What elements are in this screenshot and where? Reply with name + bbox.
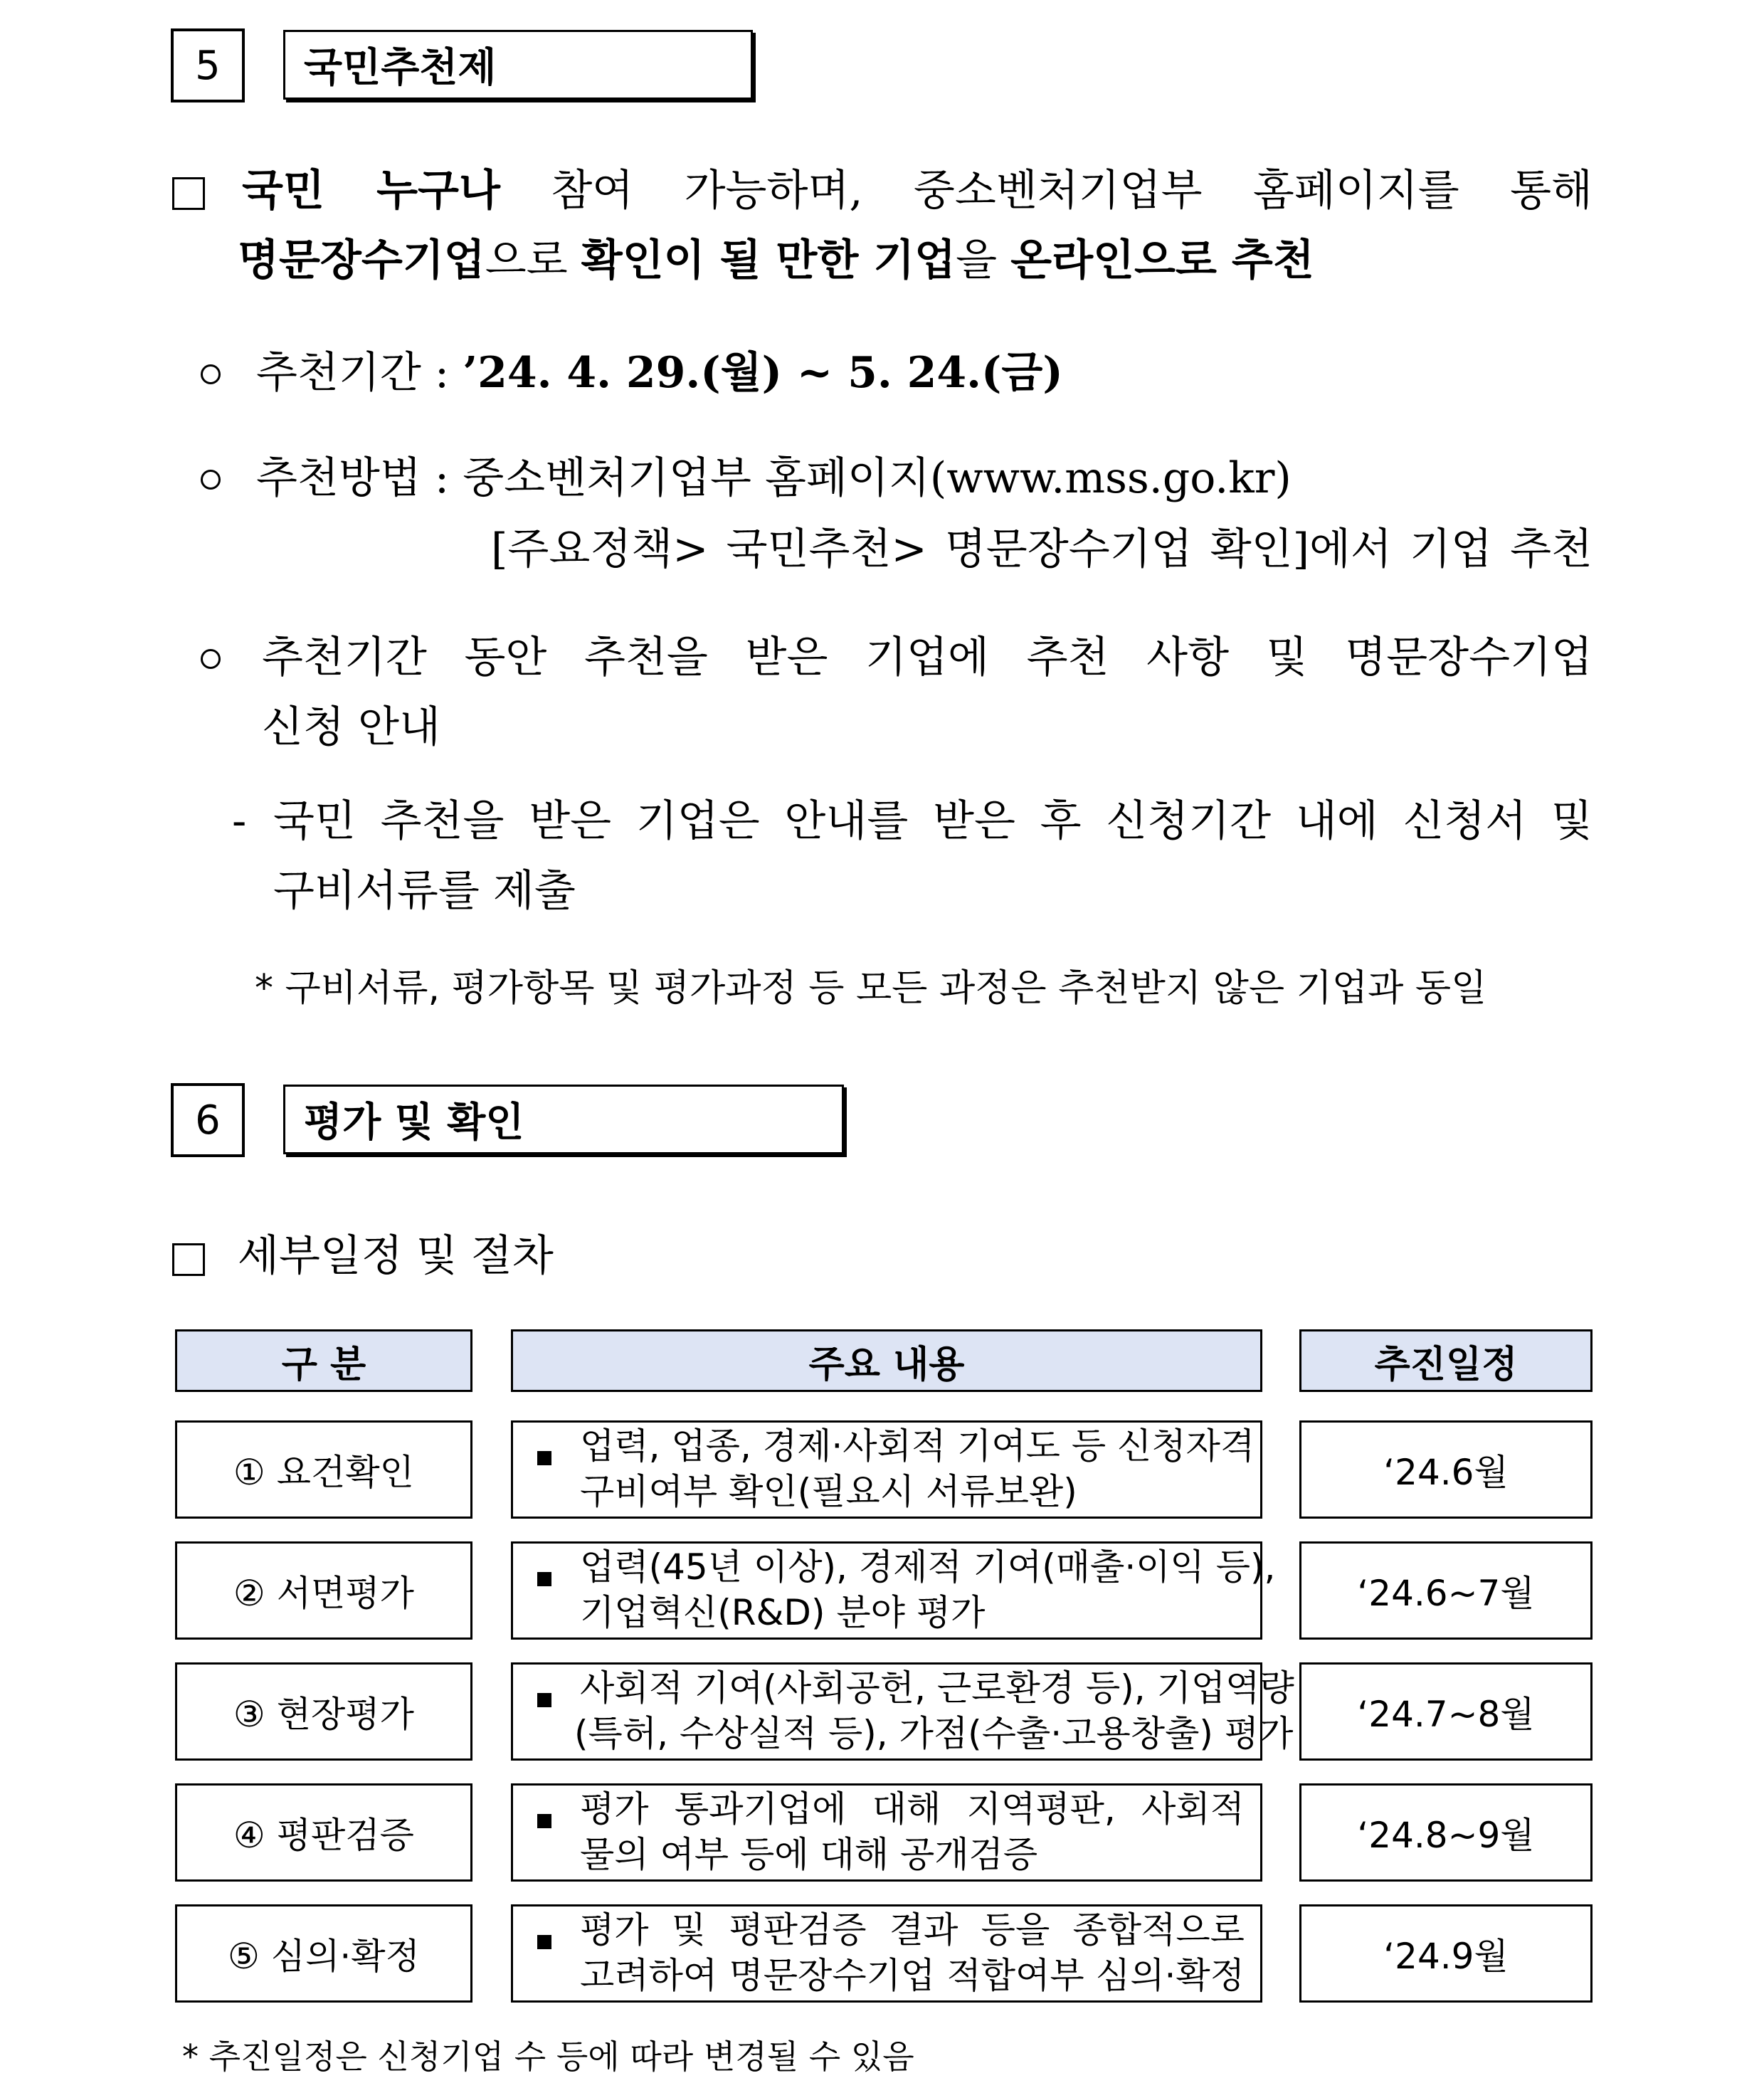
row-1-schedule: ‘24.6월 (1299, 1420, 1593, 1519)
notice-line-2: 신청 안내 (262, 702, 440, 752)
row-5-stage: ⑤ 심의·확정 (175, 1904, 472, 2003)
intro-bold-company: 명문장수기업 (238, 236, 485, 285)
dash-marker: - (232, 796, 247, 846)
checkbox-square-icon (172, 177, 205, 210)
circle-bullet-icon (201, 470, 221, 490)
row-1-content (511, 1420, 1262, 1519)
notice-line-1: 추천기간 동안 추천을 받은 기업에 추천 사항 및 명문장수기업 (262, 633, 1593, 682)
method-line-1: 추천방법 : 중소벤처기업부 홈페이지(www.mss.go.kr) (256, 453, 1292, 503)
row-4-content (511, 1783, 1262, 1882)
row-3-content (511, 1662, 1294, 1761)
intro-rest: 참여 가능하며, 중소벤처기업부 홈페이지를 통해 (551, 166, 1593, 216)
row-1-line-1: 업력, 업종, 경제·사회적 기여도 등 신청자격 (580, 1425, 1255, 1467)
intro-normal-b: 을 (956, 236, 998, 285)
section-5-title: 국민추천제 (283, 30, 753, 100)
dash-line-1: 국민 추천을 받은 기업은 안내를 받은 후 신청기간 내에 신청서 및 (273, 796, 1593, 846)
row-4-line-2: 물의 여부 등에 대해 공개검증 (580, 1834, 1038, 1875)
section-5-number: 5 (171, 28, 245, 102)
intro-normal-a: 으로 (485, 236, 568, 285)
row-2-line-2: 기업혁신(R&D) 분야 평가 (580, 1592, 986, 1633)
section-6-number: 6 (171, 1083, 245, 1157)
row-2-stage: ② 서면평가 (175, 1541, 472, 1640)
row-1-stage: ① 요건확인 (175, 1420, 472, 1519)
row-4-line-1: 평가 통과기업에 대해 지역평판, 사회적 (580, 1788, 1245, 1830)
intro-line-1 (242, 166, 1593, 216)
section-6-title: 평가 및 확인 (283, 1085, 844, 1154)
square-bullet-icon (537, 1693, 551, 1707)
row-3-line-2: (특허, 수상실적 등), 가점(수출·고용창출) 평가 (574, 1713, 1294, 1754)
section-5-footnote: * 구비서류, 평가항목 및 평가과정 등 모든 과정은 추천받지 않은 기업과 동일 (255, 967, 1487, 1010)
intro-bold-a: 국민 누구나 (242, 166, 500, 216)
square-bullet-icon (537, 1814, 551, 1828)
row-5-schedule: ‘24.9월 (1299, 1904, 1593, 2003)
circle-bullet-icon (201, 649, 221, 669)
schedule-subheading: 세부일정 및 절차 (238, 1231, 554, 1281)
section-6-footnote: * 추진일정은 신청기업 수 등에 따라 변경될 수 있음 (182, 2037, 914, 2076)
square-bullet-icon (537, 1572, 551, 1586)
square-bullet-icon (537, 1451, 551, 1465)
row-1-line-2: 구비여부 확인(필요시 서류보완) (580, 1471, 1077, 1512)
row-3-stage: ③ 현장평가 (175, 1662, 472, 1761)
row-2-content (511, 1541, 1276, 1640)
period-label: 추천기간 : (256, 348, 450, 398)
row-5-content (511, 1904, 1262, 2003)
row-2-line-1: 업력(45년 이상), 경제적 기여(매출·이익 등), (580, 1546, 1276, 1588)
intro-bold-c: 온라인으로 추천 (1010, 236, 1314, 285)
intro-line-2 (238, 236, 1314, 285)
row-4-stage: ④ 평판검증 (175, 1783, 472, 1882)
row-4-schedule: ‘24.8~9월 (1299, 1783, 1593, 1882)
header-stage: 구 분 (175, 1329, 472, 1392)
period-line (256, 348, 1063, 398)
row-5-line-2: 고려하여 명문장수기업 적합여부 심의·확정 (580, 1955, 1245, 1996)
intro-bold-b: 확인이 될 만한 기업 (581, 236, 956, 285)
circle-bullet-icon (201, 364, 221, 384)
row-3-line-1: 사회적 기여(사회공헌, 근로환경 등), 기업역량 (580, 1667, 1294, 1709)
period-value: ’24. 4. 29.(월) ~ 5. 24.(금) (463, 348, 1063, 398)
header-content: 주요 내용 (511, 1329, 1262, 1392)
row-2-schedule: ‘24.6~7월 (1299, 1541, 1593, 1640)
dash-line-2: 구비서류를 제출 (273, 866, 576, 916)
square-bullet-icon (537, 1935, 551, 1949)
row-3-schedule: ‘24.7~8월 (1299, 1662, 1593, 1761)
row-5-line-1: 평가 및 평판검증 결과 등을 종합적으로 (580, 1909, 1245, 1951)
checkbox-square-icon (172, 1243, 205, 1276)
header-schedule: 추진일정 (1299, 1329, 1593, 1392)
method-line-2: [주요정책> 국민추천> 명문장수기업 확인]에서 기업 추천 (491, 524, 1593, 574)
